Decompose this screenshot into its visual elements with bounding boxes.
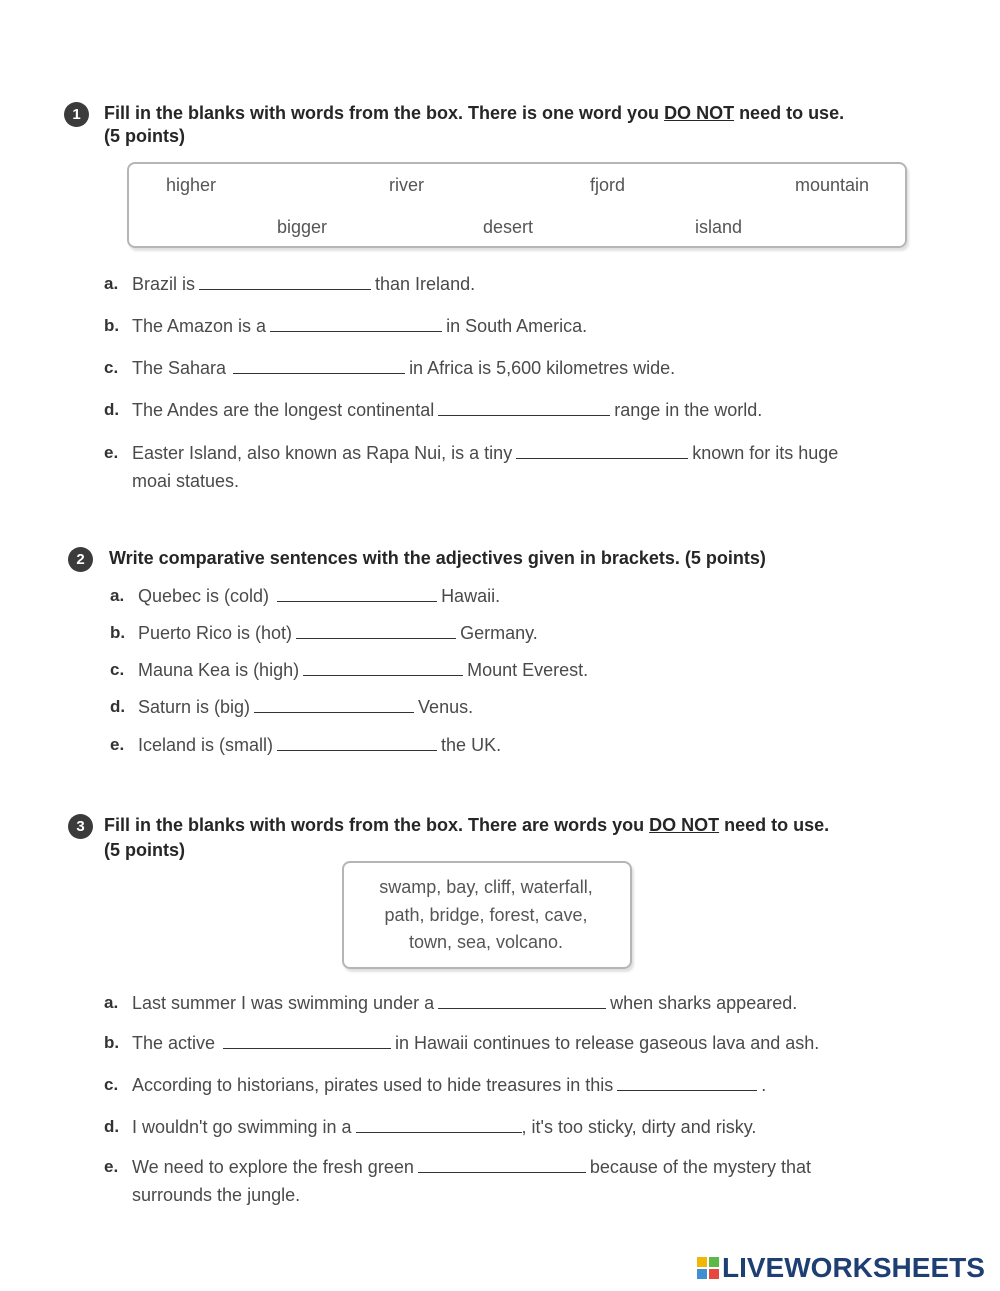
question-text: when sharks appeared. [610,993,798,1013]
section-3-emphasis: DO NOT [649,815,720,835]
box-3-line: town, sea, volcano. [408,932,564,952]
question-text: in Africa is 5,600 kilometres wide. [409,358,676,378]
section-3-instruction-end: need to use. [719,815,830,835]
answer-blank[interactable] [303,661,463,676]
question-3b [132,1032,819,1054]
question-text: in Hawaii continues to release gaseous lava and ash. [395,1033,820,1053]
question-text: Mauna Kea is (high) [138,660,300,680]
item-letter: d. [104,1117,120,1136]
question-1e-continued: moai statues. [132,471,240,491]
section-3-points: (5 points) [104,840,185,860]
item-letter: e. [104,1157,119,1176]
question-3c [132,1074,766,1096]
answer-blank[interactable] [438,994,606,1009]
question-text: We need to explore the fresh green [132,1157,414,1177]
liveworksheets-logo [697,1252,985,1284]
question-1c [132,357,675,379]
box-3-line: swamp, bay, cliff, waterfall, [379,877,593,897]
question-3a [132,992,797,1014]
answer-blank[interactable] [277,587,437,602]
answer-blank[interactable] [617,1076,757,1091]
item-letter: d. [110,697,126,716]
answer-blank[interactable] [296,624,456,639]
section-3-instruction [104,814,964,836]
item-letter: e. [104,443,119,462]
question-text: range in the world. [614,400,763,420]
item-letter: c. [104,1075,119,1094]
question-3e-continued: surrounds the jungle. [132,1185,301,1205]
answer-blank[interactable] [438,401,610,416]
question-text: Hawaii. [441,586,501,606]
section-2-instruction: Write comparative sentences with the adjectives given in brackets. (5 points) [109,548,766,568]
question-text: According to historians, pirates used to hide treasures in this [132,1075,614,1095]
section-1-points: (5 points) [104,126,185,146]
box-3-line: path, bridge, forest, cave, [384,905,588,925]
section-1-number: 1 [64,102,89,127]
question-text: , it's too sticky, dirty and risky. [521,1117,757,1137]
answer-blank[interactable] [254,698,414,713]
question-text: Last summer I was swimming under a [132,993,435,1013]
item-letter: b. [104,316,120,335]
box-word: bigger [277,217,328,237]
question-text: Iceland is (small) [138,735,274,755]
question-text: Easter Island, also known as Rapa Nui, is a tiny [132,443,513,463]
question-1a [132,273,475,295]
box-word: desert [483,217,534,237]
answer-blank[interactable] [223,1034,391,1049]
question-text: because of the mystery that [589,1157,811,1177]
section-2-number: 2 [68,547,93,572]
question-text: in South America. [446,316,588,336]
question-2b [138,622,538,644]
box-word: fjord [590,175,626,195]
box-word: island [695,217,743,237]
item-letter: b. [104,1033,120,1052]
question-1e [132,442,838,464]
item-letter: b. [110,623,126,642]
item-letter: c. [104,358,119,377]
box-word: river [389,175,424,195]
logo-mark-icon [697,1257,719,1279]
answer-blank[interactable] [356,1118,522,1133]
question-2d [138,696,473,718]
question-2a [138,585,500,607]
question-text: the UK. [441,735,502,755]
question-2c [138,659,588,681]
question-text: known for its huge [692,443,839,463]
answer-blank[interactable] [516,444,688,459]
item-letter: c. [110,660,125,679]
box-word: higher [166,175,217,195]
answer-blank[interactable] [270,317,442,332]
question-text: The Andes are the longest continental [132,400,435,420]
answer-blank[interactable] [199,275,371,290]
question-2e [138,734,501,756]
item-letter: d. [104,400,120,419]
answer-blank[interactable] [418,1158,586,1173]
item-letter: a. [104,274,119,293]
question-text: than Ireland. [375,274,476,294]
section-1-instruction [104,102,944,124]
question-3d [132,1116,756,1138]
question-text: The Sahara [132,358,227,378]
question-text: Mount Everest. [467,660,589,680]
box-word: mountain [795,175,870,195]
section-3-instruction-text: Fill in the blanks with words from the box. There are words you [104,815,650,835]
logo-square [709,1257,719,1267]
section-1-emphasis: DO NOT [664,103,735,123]
answer-blank[interactable] [277,736,437,751]
answer-blank[interactable] [233,359,405,374]
question-3e [132,1156,811,1178]
item-letter: a. [110,586,125,605]
logo-square [697,1257,707,1267]
logo-text: LIVEWORKSHEETS [722,1252,985,1283]
item-letter: a. [104,993,119,1012]
question-text: Brazil is [132,274,196,294]
question-text: Puerto Rico is (hot) [138,623,293,643]
question-text: The active [132,1033,216,1053]
question-1b [132,315,587,337]
question-text: . [761,1075,767,1095]
logo-square [709,1269,719,1279]
question-text: Germany. [460,623,538,643]
item-letter: e. [110,735,125,754]
question-text: Venus. [418,697,474,717]
question-text: I wouldn't go swimming in a [132,1117,352,1137]
question-text: Quebec is (cold) [138,586,270,606]
section-3-number: 3 [68,814,93,839]
question-1d [132,399,762,421]
section-1-instruction-text: Fill in the blanks with words from the box. There is one word you [104,103,665,123]
section-1-instruction-end: need to use. [734,103,845,123]
logo-square [697,1269,707,1279]
question-text: Saturn is (big) [138,697,251,717]
question-text: The Amazon is a [132,316,267,336]
